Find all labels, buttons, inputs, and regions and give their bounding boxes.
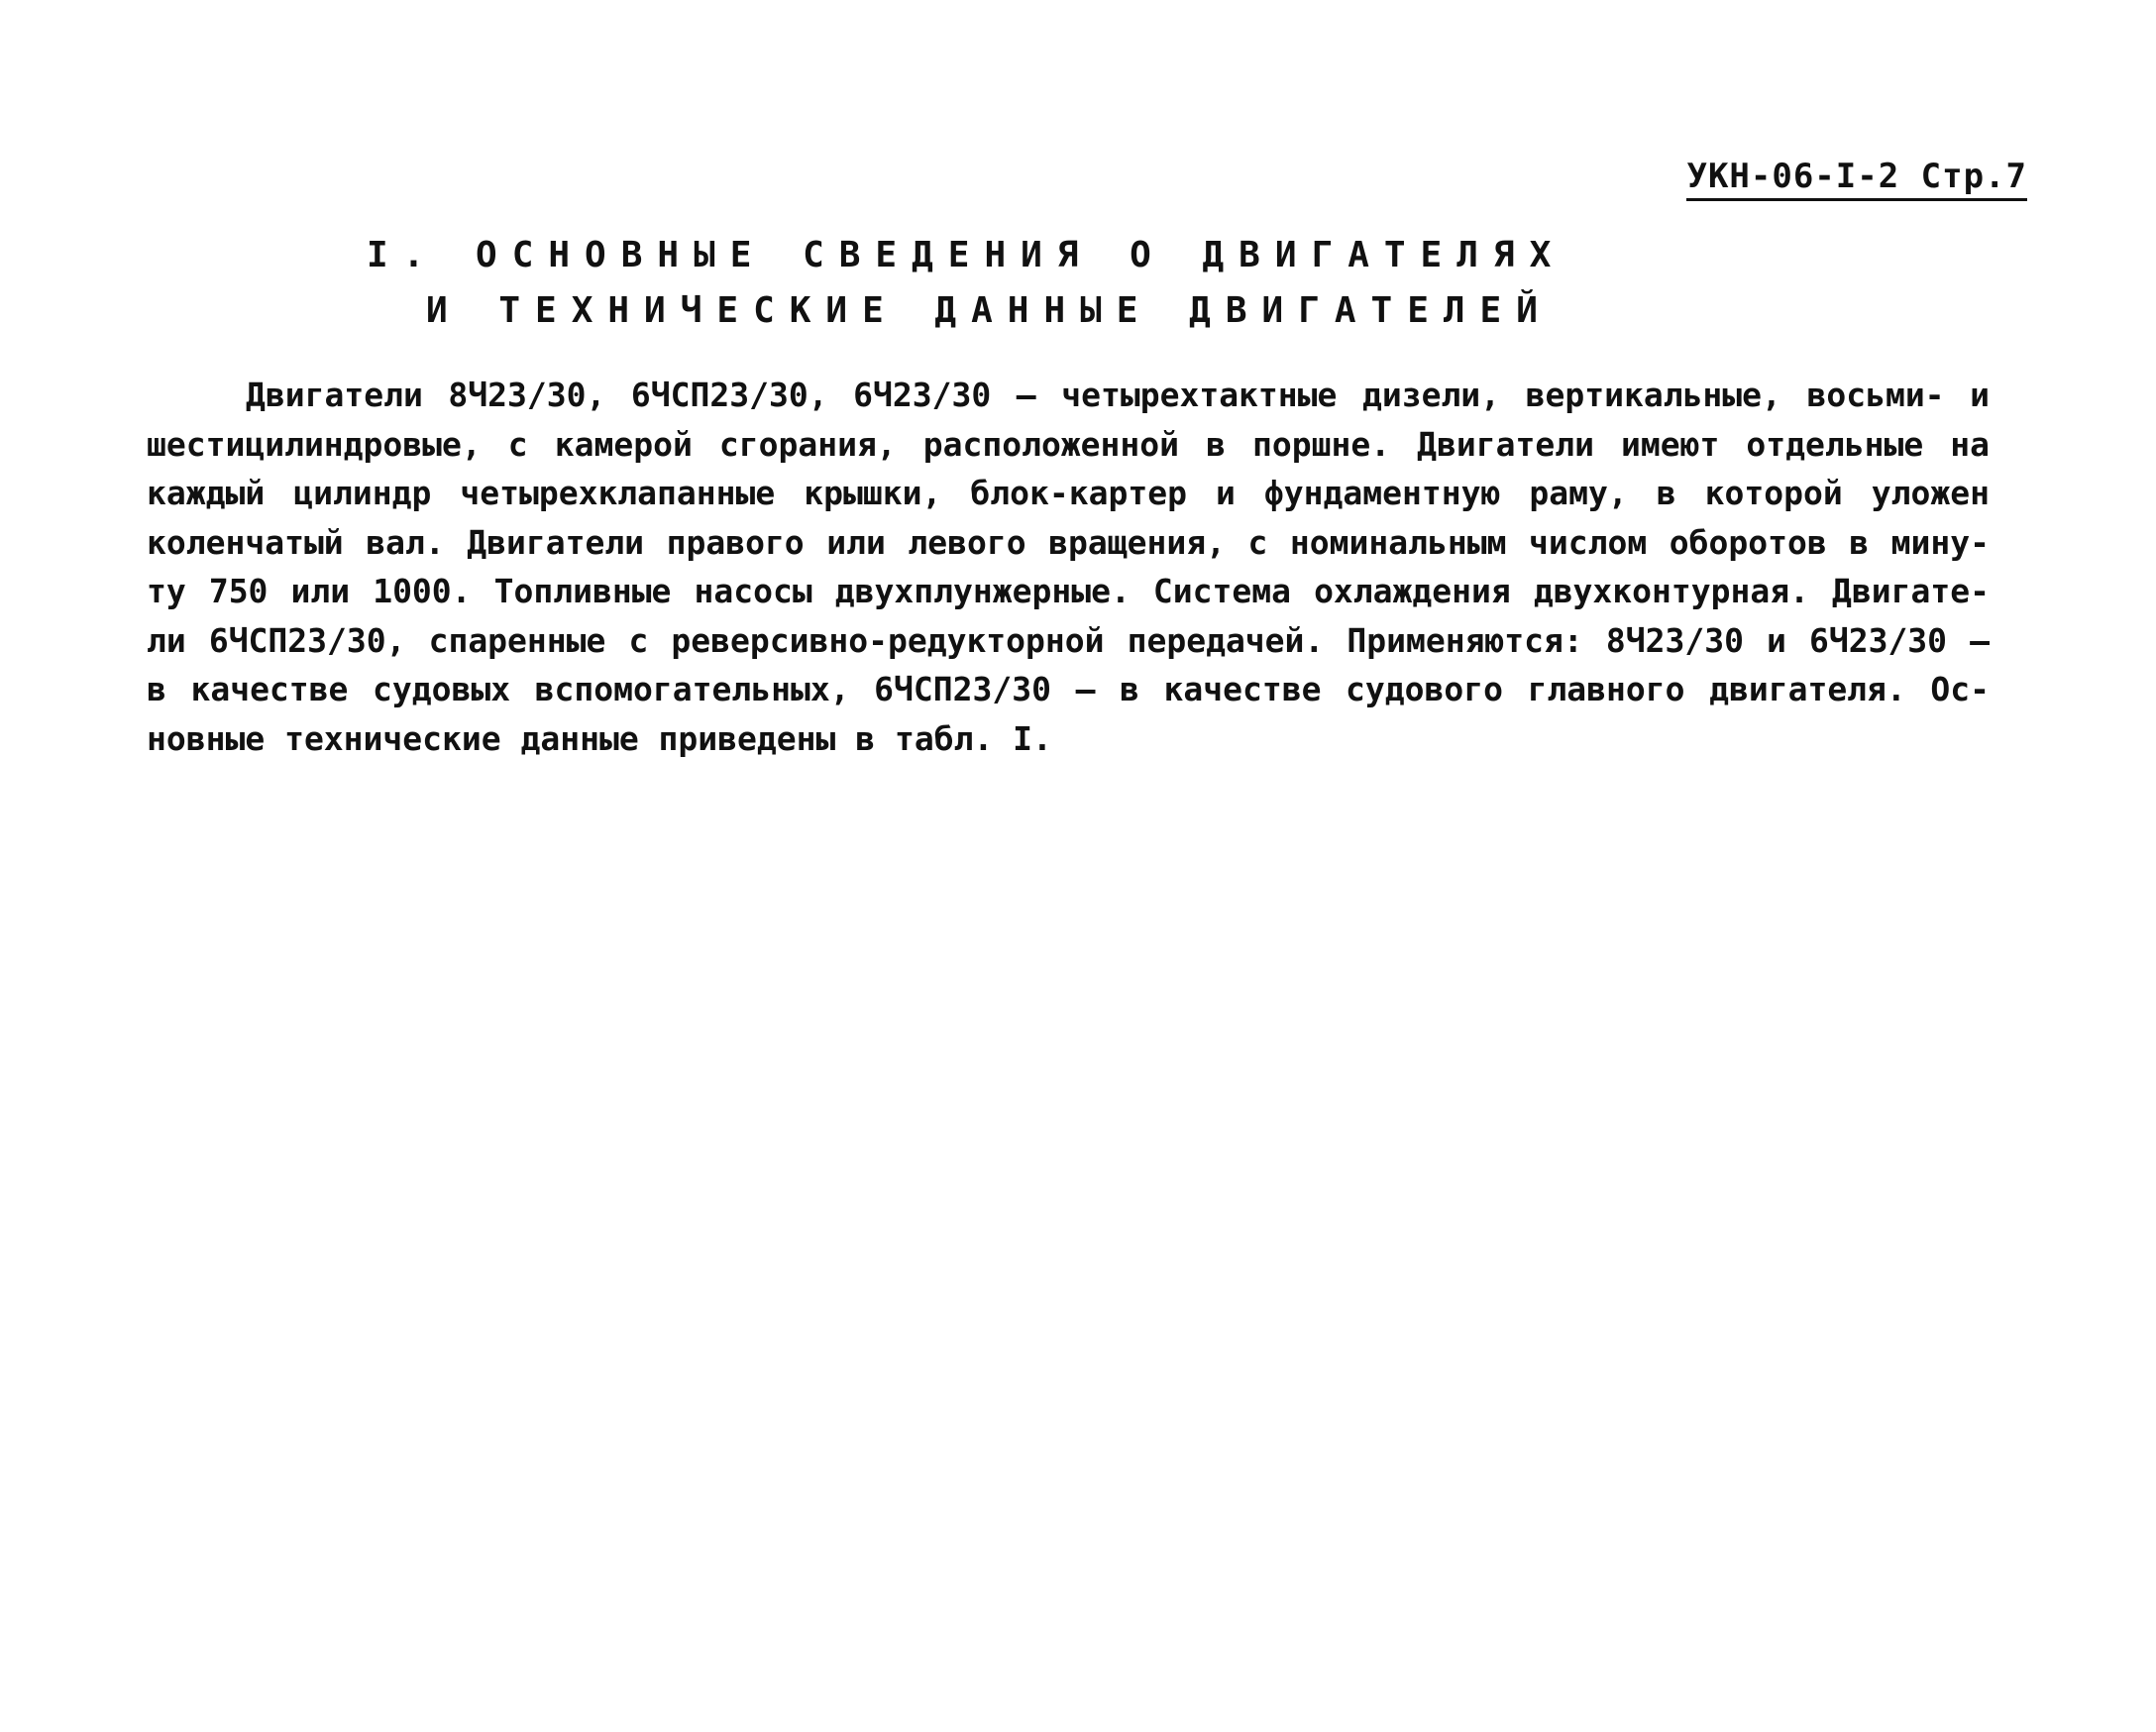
section-heading — [367, 228, 1655, 339]
body-paragraph — [147, 371, 1990, 763]
paragraph-line: ли 6ЧСП23/30, спаренные с реверсивно-редукторной передачей. Применяются: 8Ч23/30 и 6Ч23/30 – — [147, 620, 1990, 660]
paragraph-line: ту 750 или 1000. Топливные насосы двухплунжерные. Система охлаждения двухконтурная. Двигате- — [147, 572, 1990, 610]
paragraph-line: в качестве судовых вспомогательных, 6ЧСП23/30 – в качестве судового главного двигателя. Ос- — [147, 670, 1990, 708]
paragraph-line: новные технические данные приведены в табл. I. — [147, 718, 1052, 758]
paragraph-line: каждый цилиндр четырехклапанные крышки, блок-картер и фундаментную раму, в которой уложен — [147, 474, 1990, 512]
paragraph-line: коленчатый вал. Двигатели правого или левого вращения, с номинальным числом оборотов в мину- — [147, 522, 1990, 562]
paragraph-line: шестицилиндровые, с камерой сгорания, расположенной в поршне. Двигатели имеют отдельные на — [147, 424, 1990, 464]
heading-line-2: И ТЕХНИЧЕСКИЕ ДАННЫЕ ДВИГАТЕЛЕЙ — [426, 290, 1553, 331]
paragraph-line: Двигатели 8Ч23/30, 6ЧСП23/30, 6Ч23/30 – четырехтактные дизели, вертикальные, восьми- и — [246, 376, 1990, 414]
document-code: УКН-06-I-2 Стр.7 — [1686, 157, 2027, 201]
heading-line-1: I. ОСНОВНЫЕ СВЕДЕНИЯ О ДВИГАТЕЛЯХ — [367, 235, 1566, 275]
